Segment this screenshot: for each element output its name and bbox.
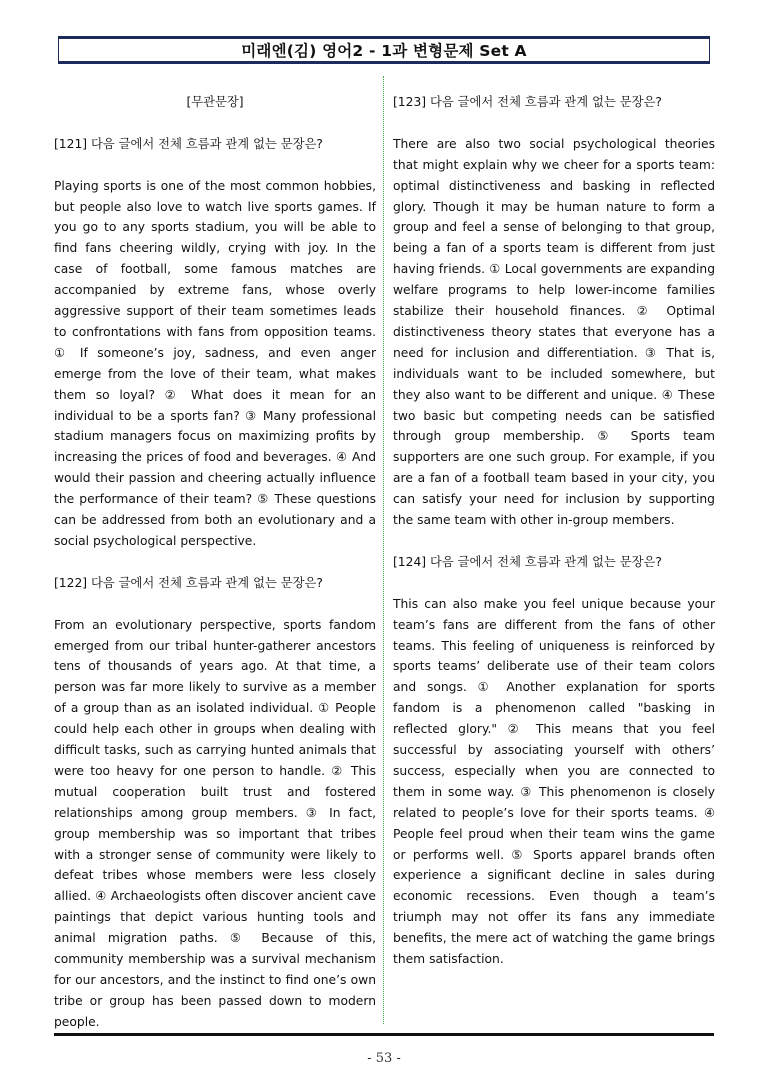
question-122-prompt: [122] 다음 글에서 전체 흐름과 관계 없는 문장은? (54, 575, 323, 590)
question-124-prompt: [124] 다음 글에서 전체 흐름과 관계 없는 문장은? (393, 554, 662, 569)
right-column (393, 92, 715, 970)
footer-rule (54, 1033, 714, 1036)
page-title: 미래엔(김) 영어2 - 1과 변형문제 Set A (58, 36, 710, 64)
question-121-prompt: [121] 다음 글에서 전체 흐름과 관계 없는 문장은? (54, 136, 323, 151)
column-divider (383, 76, 384, 1024)
question-124-passage: This can also make you feel unique because your team’s fans are different from the fans of other teams. This feeling of uniqueness is reinforced by sports teams’ deliberate use of their team colors and songs. ① Another explanation for sports fandom is a phenomenon called "basking in reflected glory." ② This means that you feel successful by associating yourself with others’ success, especially when you are connected to them in some way. ③ This phenomenon is closely related to people’s love for their sports teams. ④ People feel proud when their team wins the game or performs well. ⑤ Sports apparel brands often experience a significant decline in sales during economic recessions. Even though a team’s triumph may not offer its fans any immediate benefits, the mere act of watching the game brings them satisfaction. (393, 596, 715, 967)
left-column (54, 92, 376, 1033)
section-label: [무관문장] (186, 95, 244, 109)
page-number: - 53 - (367, 1051, 401, 1066)
question-123-passage: There are also two social psychological theories that might explain why we cheer for a sports team: optimal distinctiveness and basking in reflected glory. Though it may be human nature to form a group and feel a sense of belonging to that group, being a fan of a sports team is different from just having friends. ① Local governments are expanding welfare programs to help lower-income families stabilize their household finances. ② Optimal distinctiveness theory states that everyone has a need for inclusion and differentiation. ③ That is, individuals want to be included somewhere, but they also want to be different and unique. ④ These two basic but competing needs can be satisfied through group membership. ⑤ Sports team supporters are one such group. For example, if you are a fan of a football team based in your city, you can satisfy your need for inclusion by supporting the same team with other in-group members. (393, 136, 715, 528)
question-123-prompt: [123] 다음 글에서 전체 흐름과 관계 없는 문장은? (393, 95, 662, 109)
question-121-passage: Playing sports is one of the most common hobbies, but people also love to watch live sports games. If you go to any sports stadium, you will be able to find fans cheering wildly, crying with joy. In the case of football, some famous matches are accompanied by extreme fans, whose overly aggressive support of their team sometimes leads to confrontations with fans from opposition teams. ① If someone’s joy, sadness, and even anger emerge from the love of their team, what makes them so loyal? ② What does it mean for an individual to be a sports fan? ③ Many professional stadium managers focus on maximizing profits by increasing the prices of food and beverages. ④ And would their passion and cheering actually influence the performance of their team? ⑤ These questions can be addressed from both an evolutionary and a social psychological perspective. (54, 178, 376, 548)
question-122-passage: From an evolutionary perspective, sports fandom emerged from our tribal hunter-gatherer ancestors tens of thousands of years ago. At that time, a person was far more likely to survive as a member of a group than as an isolated individual. ① People could help each other in groups when dealing with difficult tasks, such as carrying hunted animals that were too heavy for one person to handle. ② This mutual cooperation built trust and fostered relationships among group members. ③ In fact, group membership was so important that tribes with a stronger sense of community were likely to defeat tribes whose members were less closely allied. ④ Archaeologists often discover ancient cave paintings that depict various hunting tools and animal migration paths. ⑤ Because of this, community membership was a survival mechanism for our ancestors, and the instinct to find one’s own tribe or group has been passed down to modern people. (54, 617, 376, 1029)
